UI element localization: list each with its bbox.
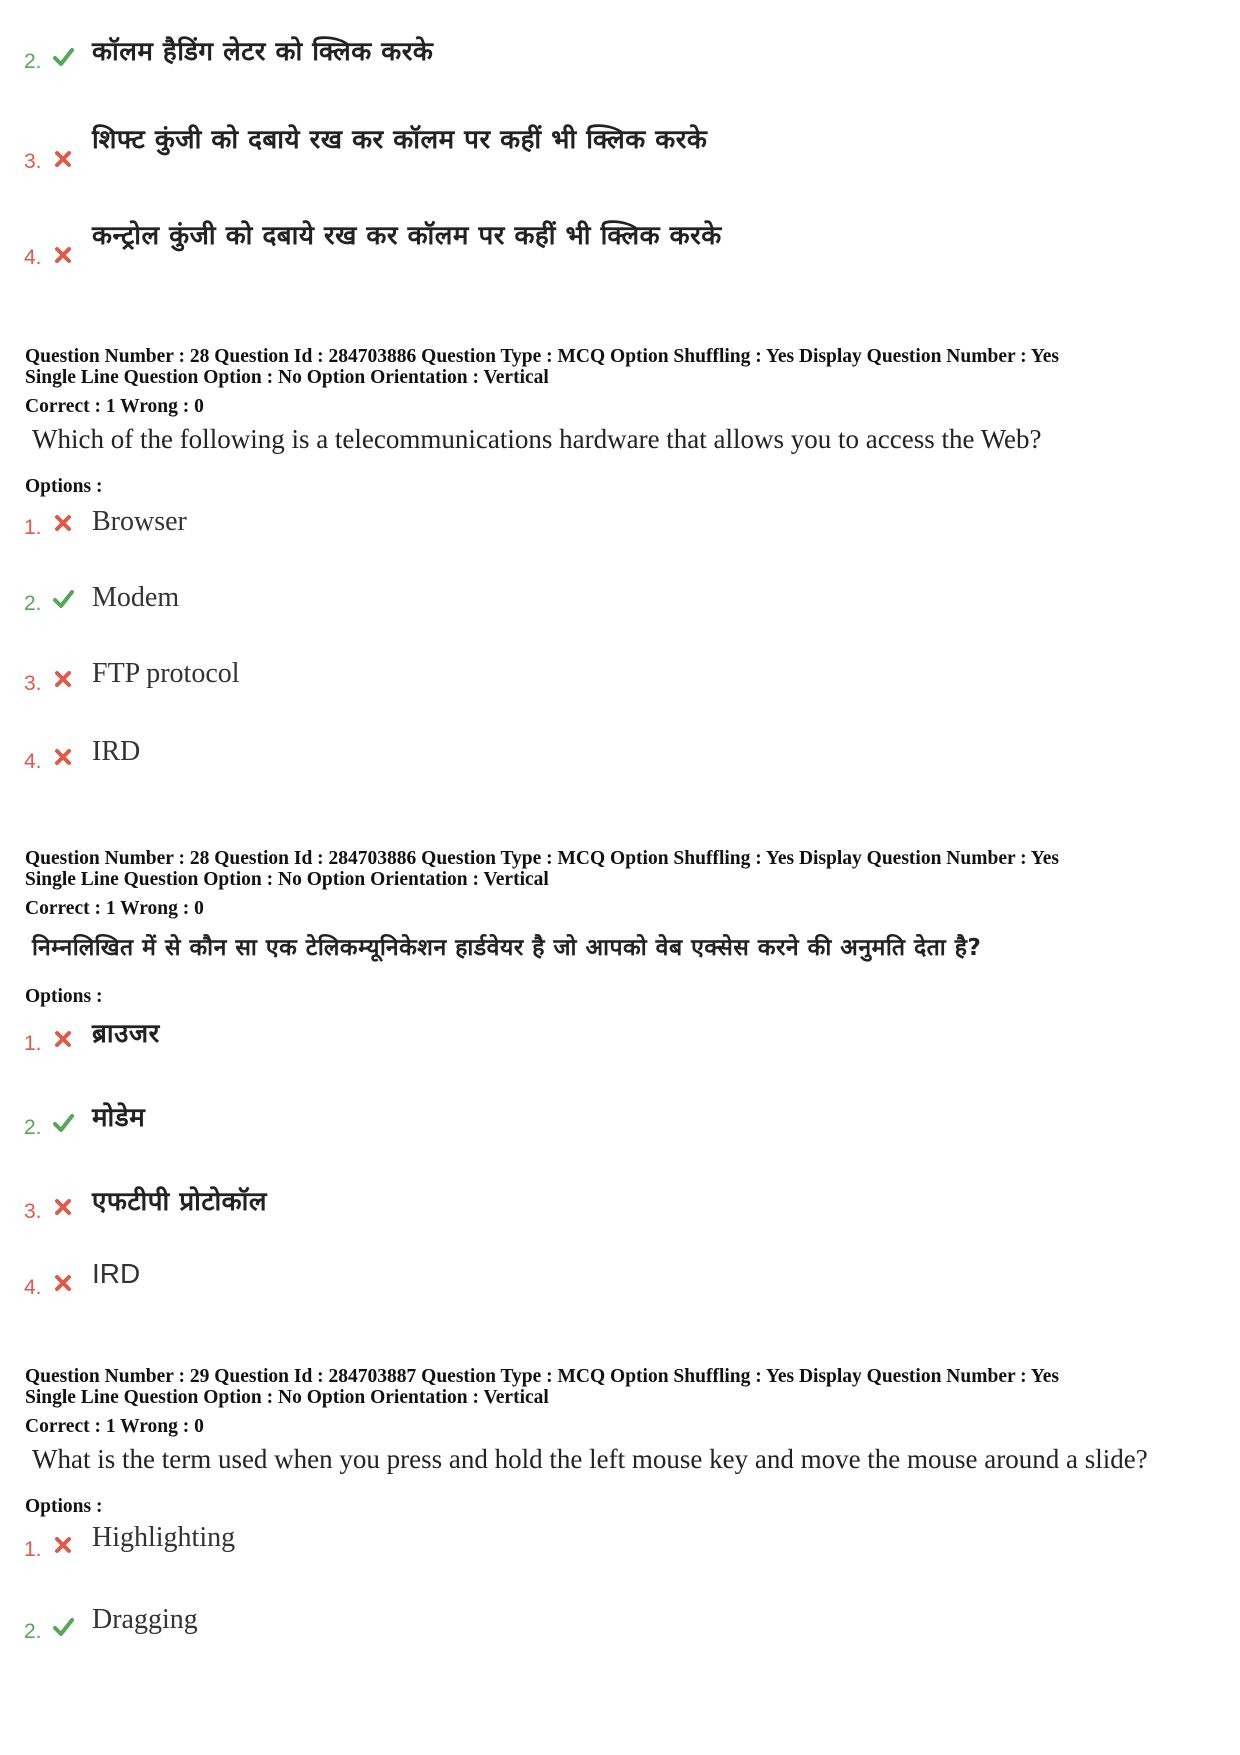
option-row (0, 216, 1240, 269)
option-number: 3. (24, 1200, 42, 1223)
cross-icon (52, 1196, 74, 1218)
option-text: कन्ट्रोल कुंजी को दबाये रख कर कॉलम पर कहीं भी क्लिक करके (92, 221, 722, 251)
question-text: Which of the following is a telecommunications hardware that allows you to access the Web? (32, 424, 1042, 454)
cross-icon (52, 1272, 74, 1294)
option-row (0, 32, 1240, 72)
option-number: 3. (24, 150, 42, 173)
option-row (0, 1604, 1240, 1644)
option-number: 1. (24, 516, 42, 539)
option-row (0, 1256, 1240, 1299)
cross-icon (52, 512, 74, 534)
check-icon (52, 46, 74, 68)
options-label: Options : (25, 476, 103, 497)
option-text: IRD (92, 736, 141, 767)
option-row (0, 1522, 1240, 1562)
option-row (0, 1180, 1240, 1223)
option-row (0, 736, 1240, 776)
option-row (0, 120, 1240, 173)
option-text: कॉलम हैडिंग लेटर को क्लिक करके (92, 37, 434, 67)
option-number: 2. (24, 1116, 42, 1139)
cross-icon (52, 148, 74, 170)
option-row (0, 658, 1240, 698)
option-text: एफटीपी प्रोटोकॉल (92, 1187, 268, 1217)
question-text: What is the term used when you press and hold the left mouse key and move the mouse around a slide? (32, 1444, 1148, 1474)
check-icon (52, 1616, 74, 1638)
cross-icon (52, 1028, 74, 1050)
cross-icon (52, 746, 74, 768)
option-number: 2. (24, 1620, 42, 1643)
cross-icon (52, 1534, 74, 1556)
options-label: Options : (25, 986, 103, 1007)
question-meta-line1: Question Number : 28 Question Id : 284703886 Question Type : MCQ Option Shuffling : Yes Display Question Number : Yes (25, 346, 1059, 367)
question-meta-line2: Single Line Question Option : No Option Orientation : Vertical (25, 869, 549, 890)
option-number: 4. (24, 750, 42, 773)
question-meta-line1: Question Number : 28 Question Id : 284703886 Question Type : MCQ Option Shuffling : Yes Display Question Number : Yes (25, 848, 1059, 869)
score-line: Correct : 1 Wrong : 0 (25, 1416, 204, 1437)
option-text: ब्राउजर (92, 1019, 160, 1049)
question-meta-line2: Single Line Question Option : No Option Orientation : Vertical (25, 1387, 549, 1408)
score-line: Correct : 1 Wrong : 0 (25, 396, 204, 417)
option-text: शिफ्ट कुंजी को दबाये रख कर कॉलम पर कहीं भी क्लिक करके (92, 125, 708, 155)
option-text: Highlighting (92, 1522, 236, 1553)
option-text: IRD (92, 1258, 141, 1289)
option-text: Browser (92, 506, 187, 537)
option-number: 1. (24, 1538, 42, 1561)
cross-icon (52, 668, 74, 690)
option-row (0, 1012, 1240, 1055)
option-number: 3. (24, 672, 42, 695)
option-text: मोडेम (92, 1103, 146, 1133)
question-meta-line1: Question Number : 29 Question Id : 284703887 Question Type : MCQ Option Shuffling : Yes Display Question Number : Yes (25, 1366, 1059, 1387)
option-number: 4. (24, 1276, 42, 1299)
question-meta-line2: Single Line Question Option : No Option Orientation : Vertical (25, 367, 549, 388)
option-number: 1. (24, 1032, 42, 1055)
option-row (0, 582, 1240, 622)
option-text: Modem (92, 582, 180, 613)
option-row (0, 1096, 1240, 1139)
option-number: 2. (24, 592, 42, 615)
option-row (0, 506, 1240, 546)
cross-icon (52, 244, 74, 266)
option-text: Dragging (92, 1604, 198, 1635)
check-icon (52, 1112, 74, 1134)
option-number: 4. (24, 246, 42, 269)
check-icon (52, 588, 74, 610)
option-number: 2. (24, 50, 42, 73)
option-text: FTP protocol (92, 658, 240, 689)
score-line: Correct : 1 Wrong : 0 (25, 898, 204, 919)
question-text: निम्नलिखित में से कौन सा एक टेलिकम्यूनिकेशन हार्डवेयर है जो आपको वेब एक्सेस करने की अनुमति देता है? (32, 935, 982, 961)
options-label: Options : (25, 1496, 103, 1517)
